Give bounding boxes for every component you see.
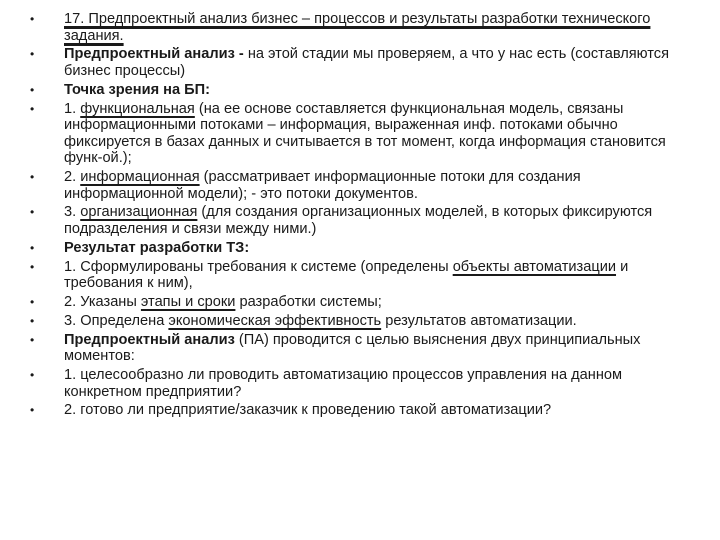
item-text: 2. Указаны xyxy=(64,294,141,310)
item-text: 3. xyxy=(64,204,81,221)
list-item xyxy=(30,204,670,237)
list-item xyxy=(30,169,670,202)
list-item xyxy=(30,367,670,400)
item-text: разработки системы; xyxy=(235,294,382,310)
bullet-dot-icon: • xyxy=(30,12,35,26)
underlined-term: объекты автоматизации xyxy=(452,258,617,275)
bullet-dot-icon: • xyxy=(30,295,35,309)
bullet-list xyxy=(30,11,670,421)
underlined-term: этапы и сроки xyxy=(140,294,236,310)
item-text: на этой стадии мы проверяем, а что у нас есть (составляются бизнес процессы) xyxy=(64,46,669,79)
item-text: 2. xyxy=(64,169,81,186)
item-text: 1. xyxy=(64,100,81,117)
bullet-dot-icon: • xyxy=(30,240,35,255)
list-item xyxy=(30,46,670,79)
item-text: (для создания организационных моделей, в которых фиксируются подразделения и связи между ними.) xyxy=(64,204,653,238)
list-item xyxy=(30,313,670,330)
list-item xyxy=(30,240,670,257)
item-text: (на ее основе составляется функциональная модель, связаны информационными потоками – информация, выраженная инф. потоками обычно фиксируется в базах данных и считывается в тот момент, когда информация становится функ-ой.); xyxy=(64,100,666,167)
list-item xyxy=(30,332,670,365)
item-text: 2. готово ли предприятие/заказчик к проведению такой автоматизации? xyxy=(64,402,552,419)
bullet-dot-icon: • xyxy=(30,82,35,97)
underlined-term: экономическая эффективность xyxy=(168,312,382,329)
bullet-dot-icon: • xyxy=(30,313,35,328)
bullet-dot-icon: • xyxy=(30,403,35,418)
item-text: (рассматривает информационные потоки для создания информационной модели); - это потоки документов. xyxy=(64,169,581,202)
bold-heading-text: Предпроектный анализ - xyxy=(64,46,248,63)
bullet-dot-icon: • xyxy=(30,367,35,382)
bullet-dot-icon: • xyxy=(30,101,35,116)
bold-heading-text: Точка зрения на БП: xyxy=(64,81,210,98)
item-text: 3. Определена xyxy=(64,312,169,329)
underlined-term: информационная xyxy=(80,169,200,186)
list-item xyxy=(30,101,670,167)
list-item xyxy=(30,402,670,419)
bold-heading-text: Предпроектный анализ xyxy=(64,331,235,348)
list-item xyxy=(30,294,670,311)
item-text: и требования к ним), xyxy=(64,258,629,292)
item-text: 1. целесообразно ли проводить автоматизацию процессов управления на данном конкретном предприятии? xyxy=(64,366,623,400)
underlined-term: организационная xyxy=(80,204,198,221)
item-text: результатов автоматизации. xyxy=(381,312,577,329)
item-text: (ПА) проводится с целью выяснения двух принципиальных моментов: xyxy=(64,331,641,365)
bullet-dot-icon: • xyxy=(30,259,35,274)
bullet-dot-icon: • xyxy=(30,332,35,347)
list-item xyxy=(30,11,670,44)
underlined-term: 17. Предпроектный анализ бизнес – процессов и результаты разработки технического задания. xyxy=(64,11,651,44)
item-text: 1. Сформулированы требования к системе (определены xyxy=(64,258,453,275)
bullet-dot-icon: • xyxy=(30,170,35,185)
bullet-dot-icon: • xyxy=(30,205,35,220)
bullet-dot-icon: • xyxy=(30,47,35,62)
underlined-term: функциональная xyxy=(80,100,195,117)
bold-heading-text: Результат разработки ТЗ: xyxy=(64,239,250,256)
list-item xyxy=(30,259,670,292)
list-item xyxy=(30,82,670,99)
